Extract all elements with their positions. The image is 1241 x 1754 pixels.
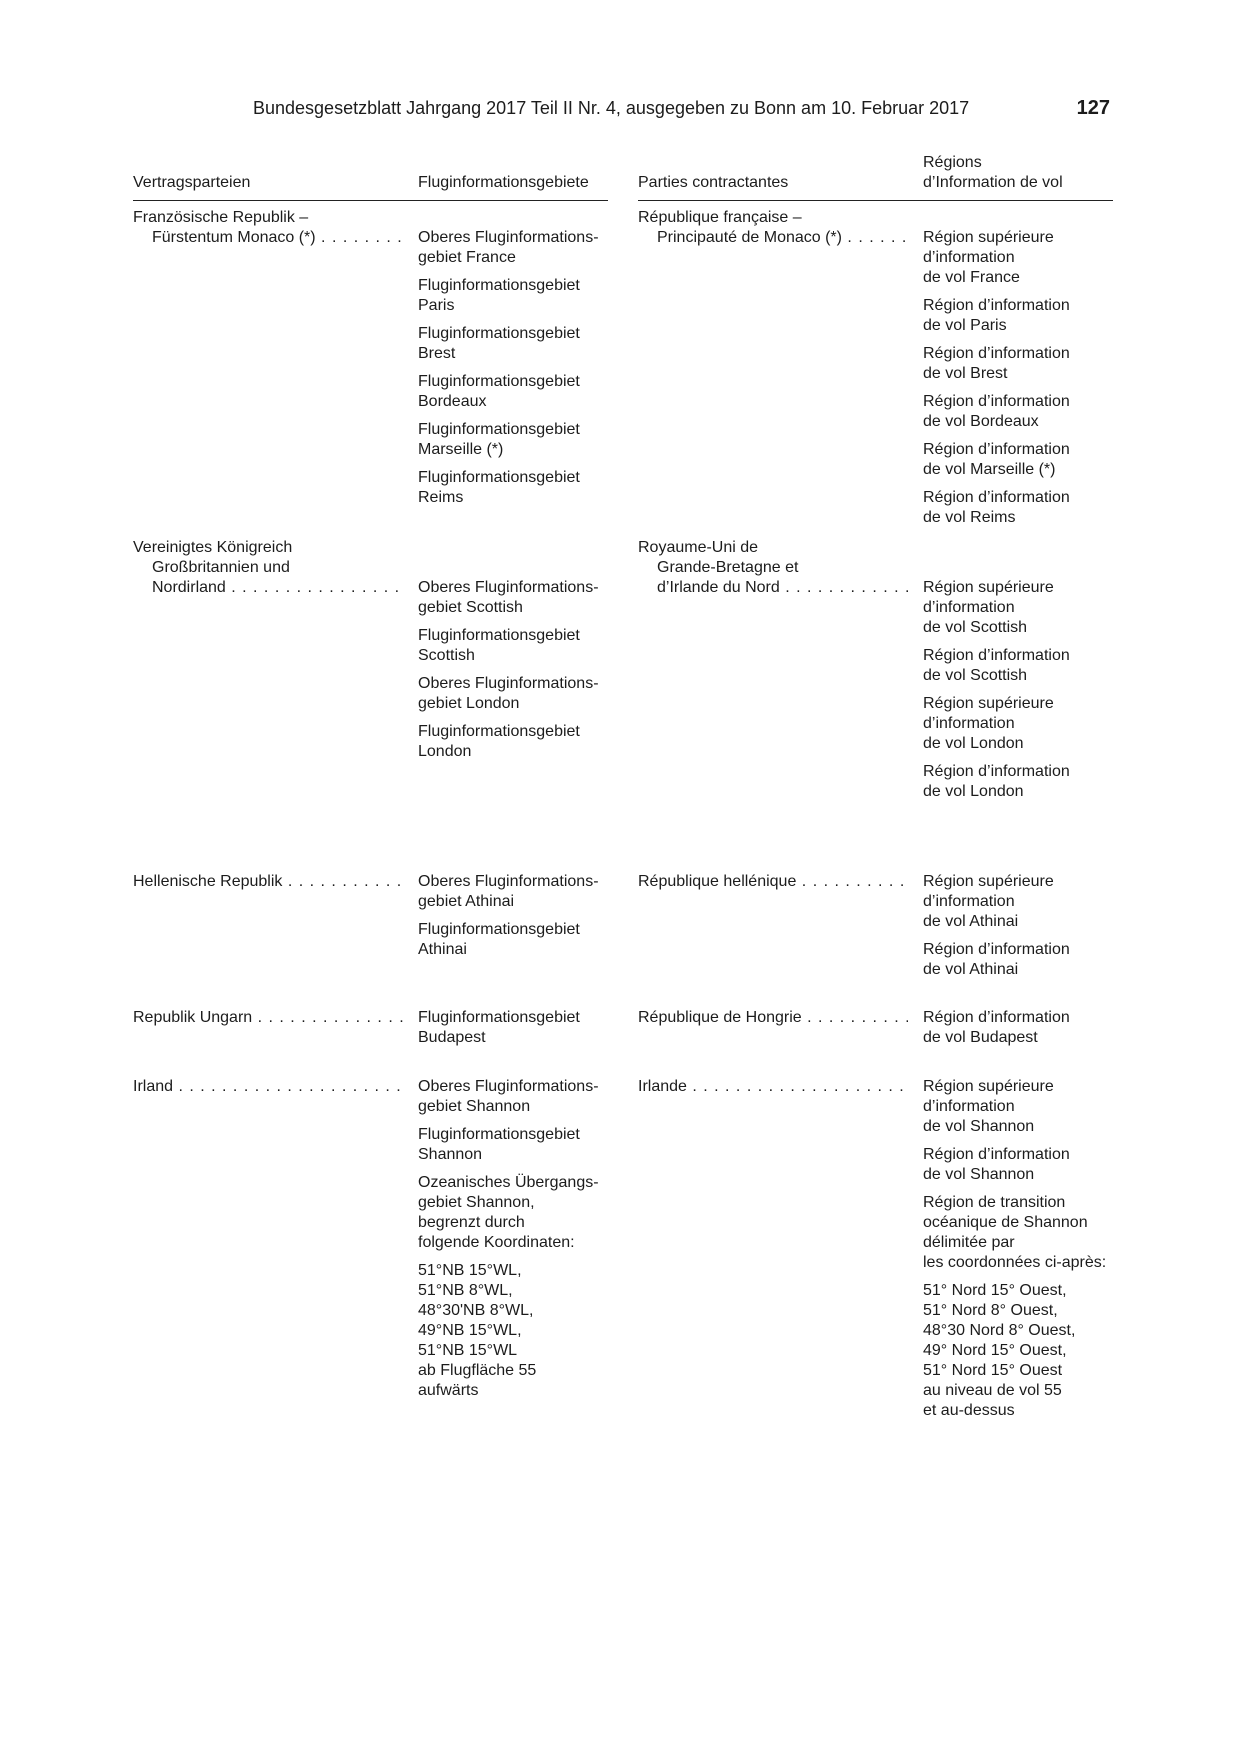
cell-line: République hellénique . . .: [638, 872, 908, 892]
cell-vertragspartei: [133, 872, 403, 892]
col-header-regions-line-1: Régions: [923, 154, 982, 171]
cell-vertragspartei: [133, 1008, 403, 1028]
cell-line: Brest: [418, 345, 456, 362]
cell-line: gebiet Shannon: [418, 1098, 531, 1115]
col-header-fluginformationsgebiete: Fluginformationsgebiete: [418, 174, 589, 191]
cell-line: République de Hongrie . . .: [638, 1008, 908, 1028]
cell-line: begrenzt durch: [418, 1214, 525, 1231]
cell-line: gebiet France: [418, 249, 516, 266]
cell-line: Région d’information: [923, 647, 1070, 664]
cell-line: gebiet Scottish: [418, 599, 523, 616]
region-entry: [923, 1281, 1123, 1421]
cell-line: Oberes Fluginformations-: [418, 675, 599, 692]
cell-line: de vol Shannon: [923, 1118, 1035, 1135]
cell-vertragspartei: [133, 208, 403, 248]
region-entry: [923, 228, 1123, 288]
cell-line: de vol Paris: [923, 317, 1007, 334]
cell-line: Marseille (*): [418, 441, 504, 458]
cell-line: Paris: [418, 297, 455, 314]
cell-fluginformationsgebiete: [418, 578, 613, 762]
region-entry: [923, 646, 1123, 686]
cell-vertragspartei: [133, 538, 403, 598]
region-entry: [418, 324, 613, 364]
cell-fluginformationsgebiete: [418, 1008, 613, 1048]
cell-line: 51°NB 15°WL: [418, 1342, 518, 1359]
cell-line: au niveau de vol 55: [923, 1382, 1062, 1399]
page-header: [0, 98, 1241, 128]
cell-line: Republik Ungarn . . .: [133, 1008, 403, 1028]
region-entry: [923, 762, 1123, 802]
region-entry: [418, 1077, 613, 1117]
cell-partie-contractante: [638, 1008, 908, 1028]
cell-line: Fluginformationsgebiet: [418, 723, 580, 740]
cell-line: Irland . . .: [133, 1077, 403, 1097]
region-entry: [923, 940, 1123, 980]
region-entry: [923, 440, 1123, 480]
cell-line: Großbritannien und: [152, 559, 290, 576]
region-entry: [418, 578, 613, 618]
cell-vertragspartei: [133, 1077, 403, 1097]
cell-line: de vol Scottish: [923, 667, 1028, 684]
cell-partie-contractante: [638, 208, 908, 248]
cell-line: Französische Republik –: [133, 209, 309, 226]
cell-line: de vol Scottish: [923, 619, 1028, 636]
region-entry: [418, 1261, 613, 1401]
cell-line: Région supérieure: [923, 579, 1054, 596]
region-entry: [418, 920, 613, 960]
cell-line: Région d’information: [923, 941, 1070, 958]
cell-line: Région d’information: [923, 1009, 1070, 1026]
cell-line: océanique de Shannon: [923, 1214, 1088, 1231]
cell-line: folgende Koordinaten:: [418, 1234, 575, 1251]
cell-line: gebiet London: [418, 695, 520, 712]
cell-line: London: [418, 743, 472, 760]
region-entry: [418, 674, 613, 714]
cell-line: d’Irlande du Nord . . .: [638, 578, 908, 598]
cell-line: Fluginformationsgebiet: [418, 469, 580, 486]
cell-line: 51° Nord 8° Ouest,: [923, 1302, 1058, 1319]
cell-line: Oberes Fluginformations-: [418, 579, 599, 596]
cell-line: d’information: [923, 599, 1015, 616]
cell-line: délimitée par: [923, 1234, 1015, 1251]
cell-line: Région d’information: [923, 489, 1070, 506]
cell-line: Région d’information: [923, 1146, 1070, 1163]
region-entry: [923, 296, 1123, 336]
cell-line: Royaume-Uni de: [638, 539, 759, 556]
cell-line: Fluginformationsgebiet: [418, 921, 580, 938]
cell-line: Fluginformationsgebiet: [418, 277, 580, 294]
cell-line: Région d’information: [923, 393, 1070, 410]
region-entry: [923, 1193, 1123, 1273]
region-entry: [418, 228, 613, 268]
cell-line: Reims: [418, 489, 464, 506]
cell-line: Hellenische Republik . . .: [133, 872, 403, 892]
cell-line: Ozeanisches Übergangs-: [418, 1174, 599, 1191]
cell-line: Région d’information: [923, 441, 1070, 458]
cell-line: de vol Reims: [923, 509, 1016, 526]
region-entry: [923, 488, 1123, 528]
cell-line: de vol London: [923, 783, 1024, 800]
region-entry: [923, 872, 1123, 932]
cell-line: Athinai: [418, 941, 467, 958]
cell-line: de vol France: [923, 269, 1020, 286]
cell-line: Scottish: [418, 647, 475, 664]
region-entry: [418, 420, 613, 460]
cell-line: Oberes Fluginformations-: [418, 873, 599, 890]
cell-line: Nordirland . . .: [133, 578, 403, 598]
cell-line: les coordonnées ci-après:: [923, 1254, 1107, 1271]
cell-line: de vol Marseille (*): [923, 461, 1056, 478]
cell-line: Fluginformationsgebiet: [418, 325, 580, 342]
cell-line: Grande-Bretagne et: [657, 559, 799, 576]
page-number: 127: [1076, 97, 1110, 119]
cell-line: Irlande . . .: [638, 1077, 908, 1097]
cell-line: Budapest: [418, 1029, 486, 1046]
cell-line: de vol Athinai: [923, 961, 1019, 978]
cell-regions-information: [923, 1008, 1123, 1048]
region-entry: [418, 722, 613, 762]
region-entry: [418, 468, 613, 508]
cell-line: de vol Shannon: [923, 1166, 1035, 1183]
region-entry: [418, 1125, 613, 1165]
cell-regions-information: [923, 1077, 1123, 1421]
cell-line: Shannon: [418, 1146, 483, 1163]
region-entry: [418, 1173, 613, 1253]
col-header-parties-contractantes: Parties contractantes: [638, 174, 789, 191]
cell-line: Région supérieure: [923, 695, 1054, 712]
col-header-regions: [923, 153, 1063, 193]
cell-fluginformationsgebiete: [418, 872, 613, 960]
header-rule-german: [133, 200, 608, 201]
cell-line: de vol Brest: [923, 365, 1008, 382]
cell-line: gebiet Athinai: [418, 893, 515, 910]
cell-line: d’information: [923, 715, 1015, 732]
region-entry: [418, 372, 613, 412]
cell-line: Fluginformationsgebiet: [418, 421, 580, 438]
cell-fluginformationsgebiete: [418, 228, 613, 508]
cell-line: Région supérieure: [923, 1078, 1054, 1095]
cell-partie-contractante: [638, 1077, 908, 1097]
cell-line: Région supérieure: [923, 873, 1054, 890]
region-entry: [923, 694, 1123, 754]
region-entry: [923, 1008, 1123, 1048]
cell-regions-information: [923, 872, 1123, 980]
cell-line: Fluginformationsgebiet: [418, 373, 580, 390]
cell-regions-information: [923, 228, 1123, 528]
region-entry: [418, 276, 613, 316]
cell-line: 51° Nord 15° Ouest,: [923, 1282, 1067, 1299]
cell-partie-contractante: [638, 538, 908, 598]
cell-fluginformationsgebiete: [418, 1077, 613, 1401]
region-entry: [418, 872, 613, 912]
region-entry: [418, 1008, 613, 1048]
cell-line: Région supérieure: [923, 229, 1054, 246]
cell-line: 51° Nord 15° Ouest: [923, 1362, 1063, 1379]
region-entry: [923, 344, 1123, 384]
cell-regions-information: [923, 578, 1123, 802]
cell-line: de vol London: [923, 735, 1024, 752]
region-entry: [418, 626, 613, 666]
cell-line: 49° Nord 15° Ouest,: [923, 1342, 1067, 1359]
cell-partie-contractante: [638, 872, 908, 892]
cell-line: Oberes Fluginformations-: [418, 1078, 599, 1095]
cell-line: Fluginformationsgebiet: [418, 1009, 580, 1026]
region-entry: [923, 578, 1123, 638]
cell-line: 49°NB 15°WL,: [418, 1322, 522, 1339]
region-entry: [923, 392, 1123, 432]
cell-line: de vol Athinai: [923, 913, 1019, 930]
cell-line: d’information: [923, 893, 1015, 910]
cell-line: d’information: [923, 249, 1015, 266]
gazette-title: Bundesgesetzblatt Jahrgang 2017 Teil II Nr. 4, ausgegeben zu Bonn am 10. Februar 2017: [253, 98, 970, 118]
cell-line: ab Flugfläche 55: [418, 1362, 537, 1379]
cell-line: de vol Budapest: [923, 1029, 1038, 1046]
cell-line: Vereinigtes Königreich: [133, 539, 293, 556]
col-header-vertragsparteien: Vertragsparteien: [133, 174, 251, 191]
cell-line: Fürstentum Monaco (*) . . .: [133, 228, 403, 248]
cell-line: gebiet Shannon,: [418, 1194, 535, 1211]
region-entry: [923, 1077, 1123, 1137]
col-header-regions-line-2: d’Information de vol: [923, 174, 1063, 191]
cell-line: Principauté de Monaco (*) . . .: [638, 228, 908, 248]
cell-line: Oberes Fluginformations-: [418, 229, 599, 246]
cell-line: Région d’information: [923, 345, 1070, 362]
cell-line: Fluginformationsgebiet: [418, 627, 580, 644]
cell-line: 51°NB 8°WL,: [418, 1282, 513, 1299]
cell-line: de vol Bordeaux: [923, 413, 1039, 430]
cell-line: 48°30 Nord 8° Ouest,: [923, 1322, 1076, 1339]
cell-line: 48°30'NB 8°WL,: [418, 1302, 534, 1319]
cell-line: 51°NB 15°WL,: [418, 1262, 522, 1279]
cell-line: Région d’information: [923, 297, 1070, 314]
cell-line: aufwärts: [418, 1382, 479, 1399]
cell-line: Région d’information: [923, 763, 1070, 780]
region-entry: [923, 1145, 1123, 1185]
cell-line: Fluginformationsgebiet: [418, 1126, 580, 1143]
cell-line: Région de transition: [923, 1194, 1066, 1211]
cell-line: d’information: [923, 1098, 1015, 1115]
cell-line: République française –: [638, 209, 802, 226]
header-rule-french: [638, 200, 1113, 201]
cell-line: Bordeaux: [418, 393, 487, 410]
cell-line: et au-dessus: [923, 1402, 1015, 1419]
